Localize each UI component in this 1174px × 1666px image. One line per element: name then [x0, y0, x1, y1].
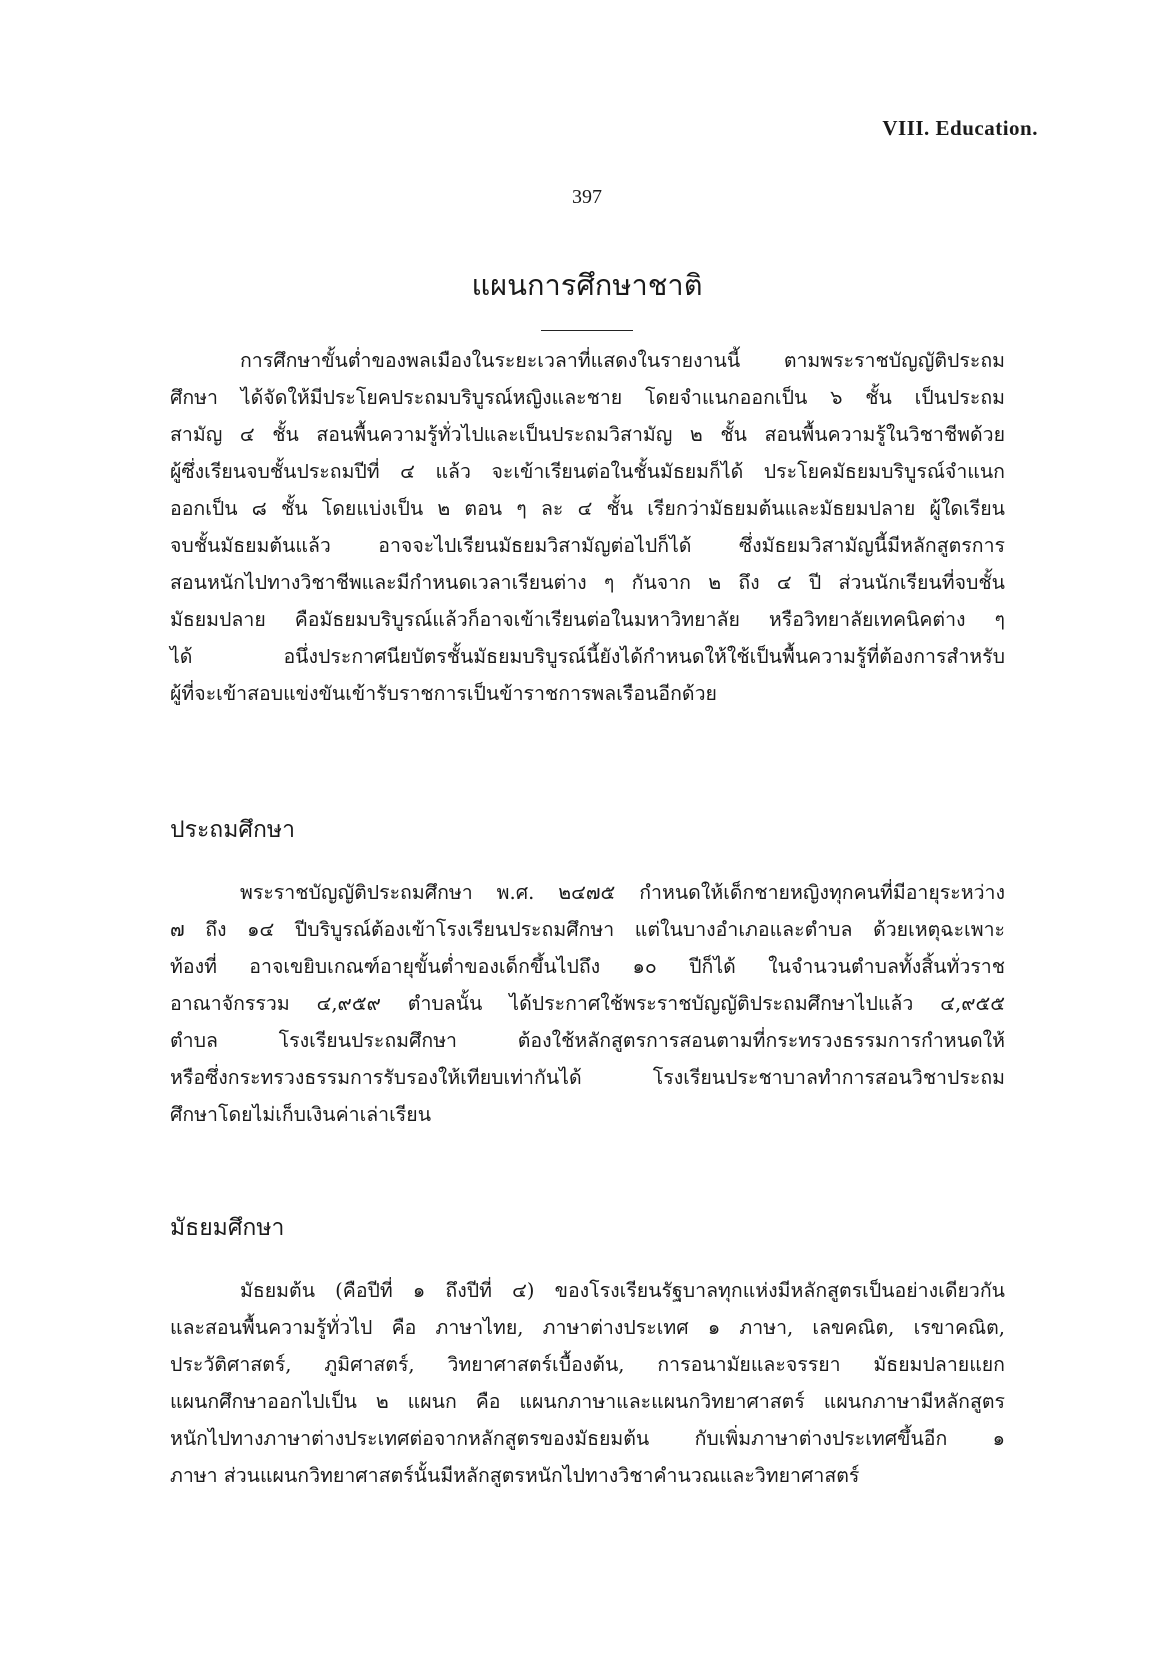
text-line: ออกเป็น ๘ ชั้น โดยแบ่งเป็น ๒ ตอน ๆ ละ ๔ ชั้น เรียกว่ามัธยมต้นและมัธยมปลาย ผู้ใดเรียน	[170, 497, 1005, 520]
text-line: พระราชบัญญัติประถมศึกษา พ.ศ. ๒๔๗๕ กำหนดให้เด็กชายหญิงทุกคนที่มีอายุระหว่าง	[240, 881, 1005, 904]
text-line: ๗ ถึง ๑๔ ปีบริบูรณ์ต้องเข้าโรงเรียนประถมศึกษา แต่ในบางอำเภอและตำบล ด้วยเหตุฉะเพาะ	[170, 918, 1005, 941]
text-line: ศึกษา ได้จัดให้มีประโยคประถมบริบูรณ์หญิงและชาย โดยจำแนกออกเป็น ๖ ชั้น เป็นประถม	[170, 386, 1005, 409]
text-line: อาณาจักรรวม ๔,๙๕๙ ตำบลนั้น ได้ประกาศใช้พระราชบัญญัติประถมศึกษาไปแล้ว ๔,๙๕๕	[170, 992, 1005, 1015]
primary-paragraph	[170, 874, 1005, 1133]
text-line: ได้ อนึ่งประกาศนียบัตรชั้นมัธยมบริบูรณ์นี้ยังได้กำหนดให้ใช้เป็นพื้นความรู้ที่ต้องการสำหรับ	[170, 645, 1005, 668]
text-line: ภาษา ส่วนแผนกวิทยาศาสตร์นั้นมีหลักสูตรหนักไปทางวิชาคำนวณและวิทยาศาสตร์	[170, 1464, 860, 1487]
text-line: สามัญ ๔ ชั้น สอนพื้นความรู้ทั่วไปและเป็นประถมวิสามัญ ๒ ชั้น สอนพื้นความรู้ในวิชาชีพด้วย	[170, 423, 1005, 446]
text-line: จบชั้นมัธยมต้นแล้ว อาจจะไปเรียนมัธยมวิสามัญต่อไปก็ได้ ซึ่งมัธยมวิสามัญนี้มีหลักสูตรการ	[170, 534, 1005, 557]
text-line: ตำบล โรงเรียนประถมศึกษา ต้องใช้หลักสูตรการสอนตามที่กระทรวงธรรมการกำหนดให้	[170, 1029, 1005, 1052]
text-line: หนักไปทางภาษาต่างประเทศต่อจากหลักสูตรของมัธยมต้น กับเพิ่มภาษาต่างประเทศขึ้นอีก ๑	[170, 1427, 1005, 1450]
text-line: แผนกศึกษาออกไปเป็น ๒ แผนก คือ แผนกภาษาและแผนกวิทยาศาสตร์ แผนกภาษามีหลักสูตร	[170, 1390, 1005, 1413]
text-line: หรือซึ่งกระทรวงธรรมการรับรองให้เทียบเท่ากันได้ โรงเรียนประชาบาลทำการสอนวิชาประถม	[170, 1066, 1005, 1089]
intro-paragraph	[170, 342, 1005, 712]
text-line: การศึกษาขั้นต่ำของพลเมืองในระยะเวลาที่แสดงในรายงานนี้ ตามพระราชบัญญัติประถม	[240, 349, 1005, 372]
text-line: มัธยมต้น (คือปีที่ ๑ ถึงปีที่ ๔) ของโรงเรียนรัฐบาลทุกแห่งมีหลักสูตรเป็นอย่างเดียวกัน	[240, 1279, 1005, 1302]
text-line: สอนหนักไปทางวิชาชีพและมีกำหนดเวลาเรียนต่าง ๆ กันจาก ๒ ถึง ๔ ปี ส่วนนักเรียนที่จบชั้น	[170, 571, 1005, 594]
secondary-paragraph	[170, 1272, 1005, 1494]
text-line: ผู้ที่จะเข้าสอบแข่งขันเข้ารับราชการเป็นข้าราชการพลเรือนอีกด้วย	[170, 682, 717, 705]
text-line: ศึกษาโดยไม่เก็บเงินค่าเล่าเรียน	[170, 1103, 432, 1126]
text-line: ประวัติศาสตร์, ภูมิศาสตร์, วิทยาศาสตร์เบื้องต้น, การอนามัยและจรรยา มัธยมปลายแยก	[170, 1353, 1005, 1376]
text-line: มัธยมปลาย คือมัธยมบริบูรณ์แล้วก็อาจเข้าเรียนต่อในมหาวิทยาลัย หรือวิทยาลัยเทคนิคต่าง ๆ	[170, 608, 1005, 631]
section-heading-primary: ประถมศึกษา	[170, 817, 295, 843]
section-heading-secondary: มัธยมศึกษา	[170, 1215, 285, 1241]
text-line: ท้องที่ อาจเขยิบเกณฑ์อายุขั้นต่ำของเด็กขึ้นไปถึง ๑๐ ปีก็ได้ ในจำนวนตำบลทั้งสิ้นทั่วราช	[170, 955, 1005, 978]
page-number: 397	[572, 186, 602, 208]
text-line: ผู้ซึ่งเรียนจบชั้นประถมปีที่ ๔ แล้ว จะเข้าเรียนต่อในชั้นมัธยมก็ได้ ประโยคมัธยมบริบูรณ์จำแนก	[170, 460, 1005, 483]
page-title: แผนการศึกษาชาติ	[471, 268, 703, 302]
running-header: VIII. Education.	[882, 116, 1038, 140]
title-divider	[541, 330, 633, 331]
text-line: และสอนพื้นความรู้ทั่วไป คือ ภาษาไทย, ภาษาต่างประเทศ ๑ ภาษา, เลขคณิต, เรขาคณิต,	[170, 1316, 1005, 1339]
